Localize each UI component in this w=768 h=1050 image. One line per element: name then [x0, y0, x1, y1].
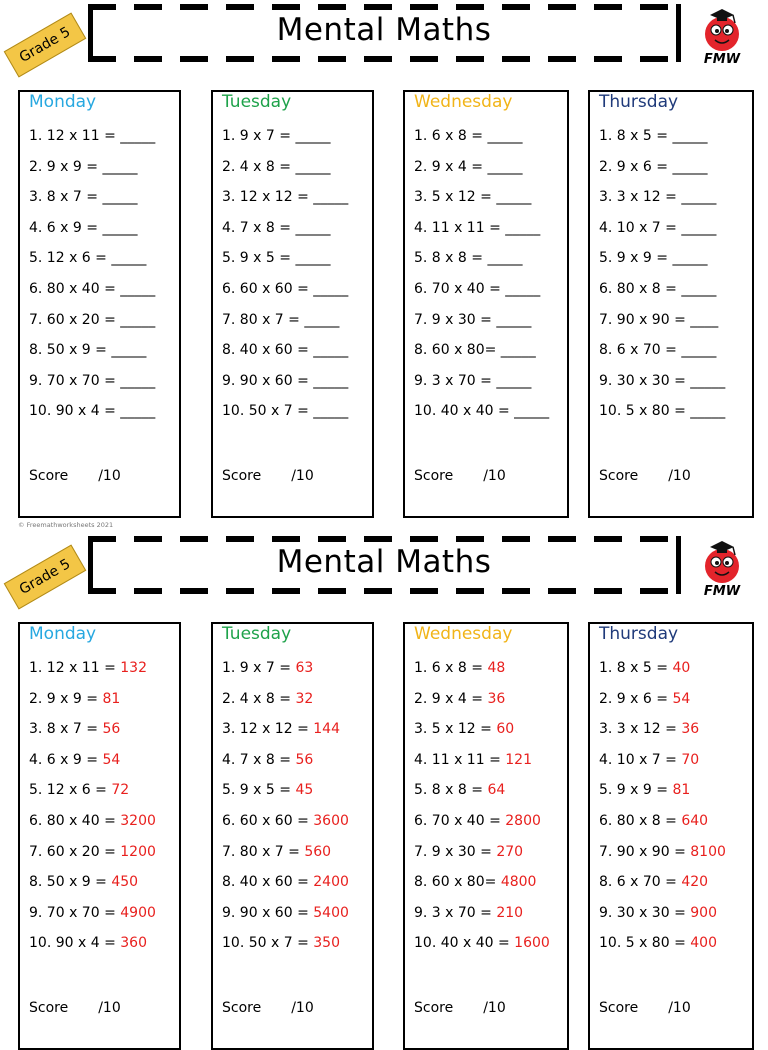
answer-value: 270 [496, 843, 524, 860]
answer-value: 81 [672, 782, 691, 799]
answer-item [599, 660, 726, 691]
answer-value: 60 [496, 721, 515, 738]
question-item: 4. 10 x 7 = _____ [599, 219, 717, 236]
question-item: 7. 90 x 90 = ____ [599, 311, 719, 328]
question-text: 5. 12 x 6 = [29, 782, 112, 799]
question-text: 1. 9 x 7 = [222, 660, 296, 676]
question-text: 5. 9 x 5 = [222, 782, 296, 799]
question-item: 2. 9 x 6 = _____ [599, 158, 708, 175]
answer-value: 72 [111, 782, 130, 799]
question-text: 9. 70 x 70 = [29, 904, 121, 921]
question-item: 10. 40 x 40 = _____ [414, 403, 550, 420]
answer-value: 56 [102, 721, 121, 738]
question-text: 2. 9 x 6 = [599, 690, 673, 707]
answer-value: 144 [313, 721, 340, 738]
answer-value: 8100 [690, 843, 726, 860]
question-item: 9. 90 x 60 = _____ [222, 372, 349, 389]
question-item: 1. 6 x 8 = _____ [414, 128, 523, 144]
answer-value: 64 [487, 782, 506, 799]
question-item: 5. 12 x 6 = _____ [29, 250, 147, 267]
question-text: 6. 80 x 40 = [29, 812, 121, 829]
question-item: 7. 80 x 7 = _____ [222, 311, 340, 328]
answer-value: 121 [505, 751, 532, 768]
day-heading: Wednesday [414, 92, 513, 112]
answer-value: 400 [690, 935, 717, 952]
question-text: 2. 9 x 9 = [29, 690, 103, 707]
score-out-of: /10 [668, 468, 691, 484]
answer-value: 420 [681, 874, 709, 891]
score-label: Score [599, 468, 639, 484]
answer-list [29, 660, 156, 966]
question-text: 3. 12 x 12 = [222, 721, 314, 738]
question-item: 8. 6 x 70 = _____ [599, 342, 717, 359]
question-item: 3. 8 x 7 = _____ [29, 189, 138, 206]
score-out-of: /10 [291, 468, 314, 484]
question-item: 1. 9 x 7 = _____ [222, 128, 331, 144]
question-text: 1. 8 x 5 = [599, 660, 673, 676]
question-text: 4. 7 x 8 = [222, 751, 296, 768]
question-item: 10. 5 x 80 = _____ [599, 403, 726, 420]
day-heading: Wednesday [414, 624, 513, 644]
question-text: 1. 6 x 8 = [414, 660, 488, 676]
question-text: 7. 60 x 20 = [29, 843, 121, 860]
question-list [414, 128, 549, 434]
question-item: 1. 8 x 5 = _____ [599, 128, 708, 144]
fmw-logo [697, 538, 747, 598]
question-list [222, 128, 348, 434]
question-item: 8. 40 x 60 = _____ [222, 342, 349, 359]
answer-value: 210 [496, 904, 524, 921]
answer-card-wednesday [403, 622, 569, 1050]
question-text: 8. 60 x 80= [414, 874, 501, 891]
answer-item [222, 935, 349, 966]
answer-value: 36 [487, 690, 506, 707]
day-card-wednesday [403, 90, 569, 518]
question-text: 8. 40 x 60 = [222, 874, 314, 891]
day-heading: Tuesday [222, 624, 292, 644]
question-text: 3. 8 x 7 = [29, 721, 103, 738]
answer-card-thursday [588, 622, 754, 1050]
question-item: 10. 90 x 4 = _____ [29, 403, 156, 420]
score-label: Score [29, 468, 69, 484]
banner-dashed-border-bottom [88, 56, 680, 62]
answer-item [414, 813, 550, 844]
question-item: 3. 5 x 12 = _____ [414, 189, 532, 206]
question-text: 4. 11 x 11 = [414, 751, 506, 768]
answer-item [222, 844, 349, 875]
question-item: 3. 12 x 12 = _____ [222, 189, 349, 206]
day-heading: Thursday [599, 624, 679, 644]
day-heading: Monday [29, 92, 97, 112]
answer-item [222, 721, 349, 752]
question-item: 9. 30 x 30 = _____ [599, 372, 726, 389]
score-label: Score [599, 1000, 639, 1016]
question-text: 3. 3 x 12 = [599, 721, 682, 738]
answer-item [29, 844, 156, 875]
answer-item [29, 752, 156, 783]
score-label: Score [222, 1000, 262, 1016]
question-text: 10. 90 x 4 = [29, 935, 121, 952]
question-text: 9. 3 x 70 = [414, 904, 497, 921]
answer-item [599, 874, 726, 905]
score-label: Score [414, 468, 454, 484]
question-item: 8. 50 x 9 = _____ [29, 342, 147, 359]
score-line [414, 1000, 506, 1016]
question-text: 6. 80 x 8 = [599, 812, 682, 829]
answer-value: 70 [681, 751, 700, 768]
answer-value: 81 [102, 690, 121, 707]
answer-item [29, 660, 156, 691]
day-card-thursday [588, 90, 754, 518]
answer-item [222, 660, 349, 691]
answer-item [29, 935, 156, 966]
question-text: 4. 6 x 9 = [29, 751, 103, 768]
question-text: 2. 9 x 4 = [414, 690, 488, 707]
question-item: 4. 11 x 11 = _____ [414, 219, 541, 236]
answer-value: 132 [120, 660, 147, 676]
logo-text: FMW [703, 584, 741, 599]
answer-value: 900 [690, 904, 717, 921]
day-heading: Monday [29, 624, 97, 644]
day-heading: Tuesday [222, 92, 292, 112]
answer-item [414, 691, 550, 722]
page-title: Mental Maths [276, 544, 492, 580]
question-item: 4. 7 x 8 = _____ [222, 219, 331, 236]
answer-value: 3600 [313, 812, 349, 829]
question-text: 10. 5 x 80 = [599, 935, 691, 952]
grade-tag: Grade 5 [4, 545, 87, 610]
answer-item [599, 844, 726, 875]
grade-tag: Grade 5 [4, 13, 87, 78]
answer-item [599, 813, 726, 844]
question-text: 7. 9 x 30 = [414, 843, 497, 860]
score-out-of: /10 [483, 468, 506, 484]
answer-card-tuesday [211, 622, 374, 1050]
question-text: 9. 90 x 60 = [222, 904, 314, 921]
answer-value: 32 [295, 690, 314, 707]
answer-item [599, 721, 726, 752]
score-out-of: /10 [483, 1000, 506, 1016]
banner-dashed-border-top [88, 536, 680, 542]
page-title: Mental Maths [276, 12, 492, 48]
question-item: 2. 9 x 4 = _____ [414, 158, 523, 175]
score-out-of: /10 [291, 1000, 314, 1016]
question-item: 10. 50 x 7 = _____ [222, 403, 349, 420]
question-text: 6. 60 x 60 = [222, 812, 314, 829]
question-item: 2. 4 x 8 = _____ [222, 158, 331, 175]
answer-item [414, 782, 550, 813]
question-text: 4. 10 x 7 = [599, 751, 682, 768]
answer-item [29, 813, 156, 844]
answer-value: 2400 [313, 874, 349, 891]
answer-item [222, 782, 349, 813]
question-item: 2. 9 x 9 = _____ [29, 158, 138, 175]
answer-value: 450 [111, 874, 139, 891]
question-item: 5. 9 x 9 = _____ [599, 250, 708, 267]
question-text: 6. 70 x 40 = [414, 812, 506, 829]
question-item: 6. 80 x 8 = _____ [599, 280, 717, 297]
answer-item [414, 905, 550, 936]
apple-mascot-icon [697, 538, 747, 586]
fmw-logo [697, 6, 747, 66]
score-line [414, 468, 506, 484]
question-list [599, 128, 725, 434]
score-label: Score [414, 1000, 454, 1016]
score-line [599, 1000, 691, 1016]
question-text: 8. 50 x 9 = [29, 874, 112, 891]
apple-mascot-icon [697, 6, 747, 54]
answer-value: 5400 [313, 904, 349, 921]
answer-card-monday [18, 622, 181, 1050]
score-out-of: /10 [98, 468, 121, 484]
question-item: 8. 60 x 80= _____ [414, 342, 536, 359]
answer-list [599, 660, 726, 966]
answer-item [222, 813, 349, 844]
question-list [29, 128, 155, 434]
answer-value: 48 [487, 660, 506, 676]
question-text: 9. 30 x 30 = [599, 904, 691, 921]
question-item: 6. 70 x 40 = _____ [414, 280, 541, 297]
answer-item [222, 905, 349, 936]
day-card-tuesday [211, 90, 374, 518]
answer-value: 56 [295, 751, 314, 768]
answer-item [414, 660, 550, 691]
title-banner [88, 0, 680, 60]
question-text: 1. 12 x 11 = [29, 660, 121, 676]
question-item: 5. 8 x 8 = _____ [414, 250, 523, 267]
answer-value: 2800 [505, 812, 541, 829]
answer-value: 54 [672, 690, 691, 707]
answer-value: 1600 [514, 935, 550, 952]
question-text: 7. 90 x 90 = [599, 843, 691, 860]
question-item: 6. 80 x 40 = _____ [29, 280, 156, 297]
copyright-notice: © Freemathworksheets 2021 [18, 521, 114, 529]
answer-value: 63 [295, 660, 314, 676]
question-text: 5. 8 x 8 = [414, 782, 488, 799]
answer-item [414, 844, 550, 875]
answer-item [599, 752, 726, 783]
answer-item [29, 874, 156, 905]
answer-item [599, 782, 726, 813]
question-text: 2. 4 x 8 = [222, 690, 296, 707]
answer-value: 1200 [120, 843, 156, 860]
score-line [599, 468, 691, 484]
answer-item [29, 721, 156, 752]
answer-item [222, 691, 349, 722]
question-item: 4. 6 x 9 = _____ [29, 219, 138, 236]
answer-item [222, 752, 349, 783]
answer-item [414, 721, 550, 752]
score-out-of: /10 [98, 1000, 121, 1016]
question-item: 9. 70 x 70 = _____ [29, 372, 156, 389]
score-out-of: /10 [668, 1000, 691, 1016]
question-item: 1. 12 x 11 = _____ [29, 128, 156, 144]
answer-item [29, 691, 156, 722]
worksheet-answers [0, 532, 768, 1044]
answer-value: 45 [295, 782, 314, 799]
banner-dashed-border-top [88, 4, 680, 10]
question-item: 3. 3 x 12 = _____ [599, 189, 717, 206]
question-text: 10. 50 x 7 = [222, 935, 314, 952]
answer-value: 54 [102, 751, 121, 768]
question-item: 7. 9 x 30 = _____ [414, 311, 532, 328]
question-item: 9. 3 x 70 = _____ [414, 372, 532, 389]
answer-item [599, 905, 726, 936]
question-item: 6. 60 x 60 = _____ [222, 280, 349, 297]
answer-value: 350 [313, 935, 340, 952]
score-label: Score [222, 468, 262, 484]
banner-dashed-border-bottom [88, 588, 680, 594]
answer-item [29, 905, 156, 936]
score-label: Score [29, 1000, 69, 1016]
question-item: 5. 9 x 5 = _____ [222, 250, 331, 267]
answer-value: 36 [681, 721, 700, 738]
answer-item [29, 782, 156, 813]
answer-value: 3200 [120, 812, 156, 829]
answer-item [222, 874, 349, 905]
title-banner [88, 532, 680, 592]
answer-item [414, 874, 550, 905]
score-line [29, 468, 121, 484]
answer-item [599, 691, 726, 722]
score-line [222, 1000, 314, 1016]
question-text: 5. 9 x 9 = [599, 782, 673, 799]
answer-item [414, 752, 550, 783]
answer-value: 640 [681, 812, 709, 829]
day-card-monday [18, 90, 181, 518]
answer-value: 40 [672, 660, 691, 676]
question-item: 7. 60 x 20 = _____ [29, 311, 156, 328]
answer-value: 4800 [500, 874, 537, 891]
logo-text: FMW [703, 52, 741, 67]
answer-value: 4900 [120, 904, 156, 921]
question-text: 3. 5 x 12 = [414, 721, 497, 738]
question-text: 7. 80 x 7 = [222, 843, 305, 860]
score-line [29, 1000, 121, 1016]
score-line [222, 468, 314, 484]
question-text: 10. 40 x 40 = [414, 935, 515, 952]
day-heading: Thursday [599, 92, 679, 112]
answer-value: 560 [304, 843, 332, 860]
answer-value: 360 [120, 935, 147, 952]
answer-list [222, 660, 349, 966]
answer-list [414, 660, 550, 966]
answer-item [414, 935, 550, 966]
answer-item [599, 935, 726, 966]
question-text: 8. 6 x 70 = [599, 874, 682, 891]
